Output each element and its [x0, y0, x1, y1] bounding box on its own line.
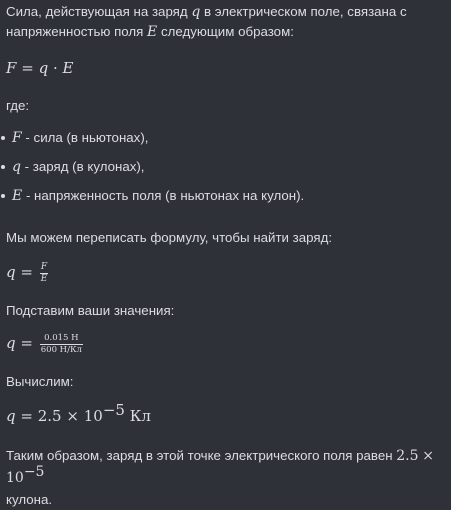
math-q: q	[191, 4, 201, 20]
eq-times: ×	[66, 407, 79, 425]
eq-equals: =	[20, 263, 33, 281]
def-symbol-q: q	[12, 159, 21, 175]
eq-E: E	[62, 59, 74, 77]
fraction-numerator: F	[40, 261, 48, 272]
equation-force	[6, 58, 73, 78]
math-E: E	[147, 24, 158, 40]
eq-unit: Кл	[129, 407, 151, 425]
intro-text-2: в электрическом поле, связана с напряженностью поля	[6, 4, 407, 39]
eq-F: F	[6, 59, 17, 77]
equation-values	[6, 333, 83, 355]
compute-paragraph: Вычислим:	[6, 374, 74, 389]
where-label: где:	[6, 98, 30, 113]
definition-item-E	[0, 186, 304, 206]
bullet-icon	[1, 165, 5, 169]
conclusion-text-end: кулона.	[6, 492, 53, 507]
fraction-denominator: 600 Н/Кл	[40, 344, 82, 355]
eq-q: q	[6, 407, 16, 425]
eq-q: q	[38, 59, 49, 77]
def-text-F: - сила (в ньютонах),	[25, 130, 149, 145]
conclusion-mantissa: 2.5	[396, 448, 419, 464]
intro-text-3: следующим образом:	[157, 24, 294, 39]
eq-equals: =	[20, 334, 33, 352]
eq-dot: ·	[52, 59, 58, 77]
equation-result	[6, 401, 151, 426]
fraction	[40, 334, 83, 355]
equation-charge	[6, 262, 48, 284]
conclusion-times: ×	[422, 448, 434, 464]
bullet-icon	[1, 136, 5, 140]
def-text-q: - заряд (в кулонах),	[24, 159, 145, 174]
fraction	[40, 263, 49, 284]
bullet-icon	[1, 194, 5, 198]
eq-exponent: −5	[102, 401, 125, 419]
conclusion-exponent: −5	[23, 464, 45, 480]
fraction-denominator: E	[40, 273, 48, 284]
eq-q: q	[6, 334, 16, 352]
fraction-numerator: 0.015 Н	[40, 334, 83, 345]
def-symbol-E: E	[12, 188, 23, 204]
eq-base: 10	[83, 407, 103, 425]
intro-text-1: Сила, действующая на заряд	[6, 4, 192, 19]
eq-mantissa: 2.5	[37, 407, 62, 425]
definition-item-q	[0, 157, 304, 177]
definitions-list	[0, 128, 304, 215]
eq-q: q	[6, 263, 16, 281]
conclusion-paragraph	[6, 445, 436, 510]
intro-paragraph	[6, 2, 436, 42]
eq-equals: =	[21, 59, 34, 77]
def-symbol-F: F	[12, 130, 22, 146]
conclusion-text: Таким образом, заряд в этой точке электрического поля равен	[6, 448, 397, 463]
conclusion-base: 10	[6, 470, 24, 486]
def-text-E: - напряженность поля (в ньютонах на кулон).	[25, 188, 305, 203]
rewrite-paragraph: Мы можем переписать формулу, чтобы найти заряд:	[6, 230, 333, 245]
substitute-paragraph: Подставим ваши значения:	[6, 303, 175, 318]
definition-item-F	[0, 128, 304, 148]
eq-equals: =	[20, 407, 33, 425]
